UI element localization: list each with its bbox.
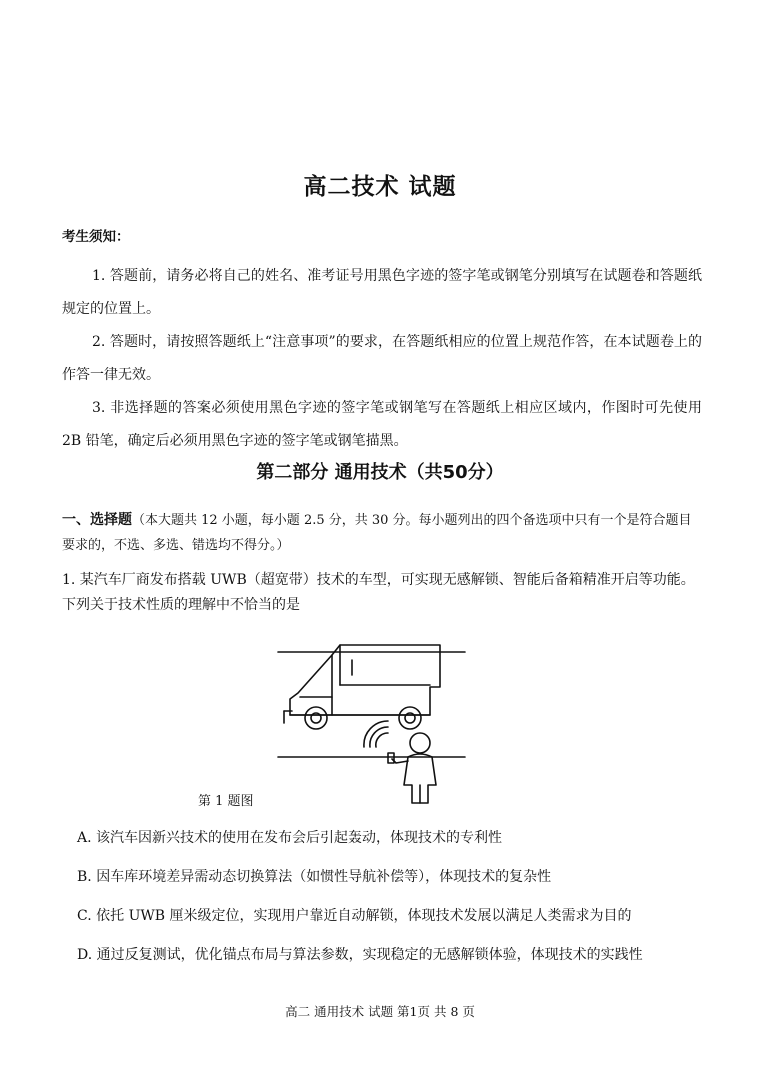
page-title: 高二技术 试题 [303, 174, 457, 200]
choice-desc: （本大题共 12 小题，每小题 2.5 分，共 30 分。每小题列出的四个备选项中只有一个是符合题目要求的，不选、多选、错选均不得分。） [62, 513, 692, 553]
option-d: D. 通过反复测试，优化锚点布局与算法参数，实现稳定的无感解锁体验，体现技术的实践性 [77, 947, 643, 963]
option-b: B. 因车库环境差异需动态切换算法（如惯性导航补偿等），体现技术的复杂性 [77, 869, 552, 885]
page-footer: 高二 通用技术 试题 第1页 共 8 页 [285, 1004, 475, 1019]
choice-intro [62, 508, 702, 558]
question-stem: 1. 某汽车厂商发布搭载 UWB（超宽带）技术的车型，可实现无感解锁、智能后备箱精准开启等功能。下列关于技术性质的理解中不恰当的是 [62, 572, 695, 613]
option-c: C. 依托 UWB 厘米级定位，实现用户靠近自动解锁，体现技术发展以满足人类需求为目的 [77, 908, 632, 924]
option-a: A. 该汽车因新兴技术的使用在发布会后引起轰动，体现技术的专利性 [77, 830, 503, 846]
notice-heading: 考生须知： [62, 229, 130, 245]
notice-item-3: 3. 非选择题的答案必须使用黑色字迹的签字笔或钢笔写在答题纸上相应区域内，作图时可先使用 2B 铅笔，确定后必须用黑色字迹的签字笔或钢笔描黑。 [62, 400, 702, 449]
notice-item-2: 2. 答题时，请按照答题纸上“注意事项”的要求，在答题纸相应的位置上规范作答，在本试题卷上的作答一律无效。 [62, 334, 702, 383]
choice-label: 一、选择题 [62, 512, 132, 528]
notice-item-1: 1. 答题前，请务必将自己的姓名、准考证号用黑色字迹的签字笔或钢笔分别填写在试题卷和答题纸规定的位置上。 [62, 268, 702, 317]
section-title: 第二部分 通用技术（共50分） [256, 462, 504, 483]
car-unlock-figure [270, 615, 470, 810]
figure-caption: 第 1 题图 [198, 794, 254, 809]
